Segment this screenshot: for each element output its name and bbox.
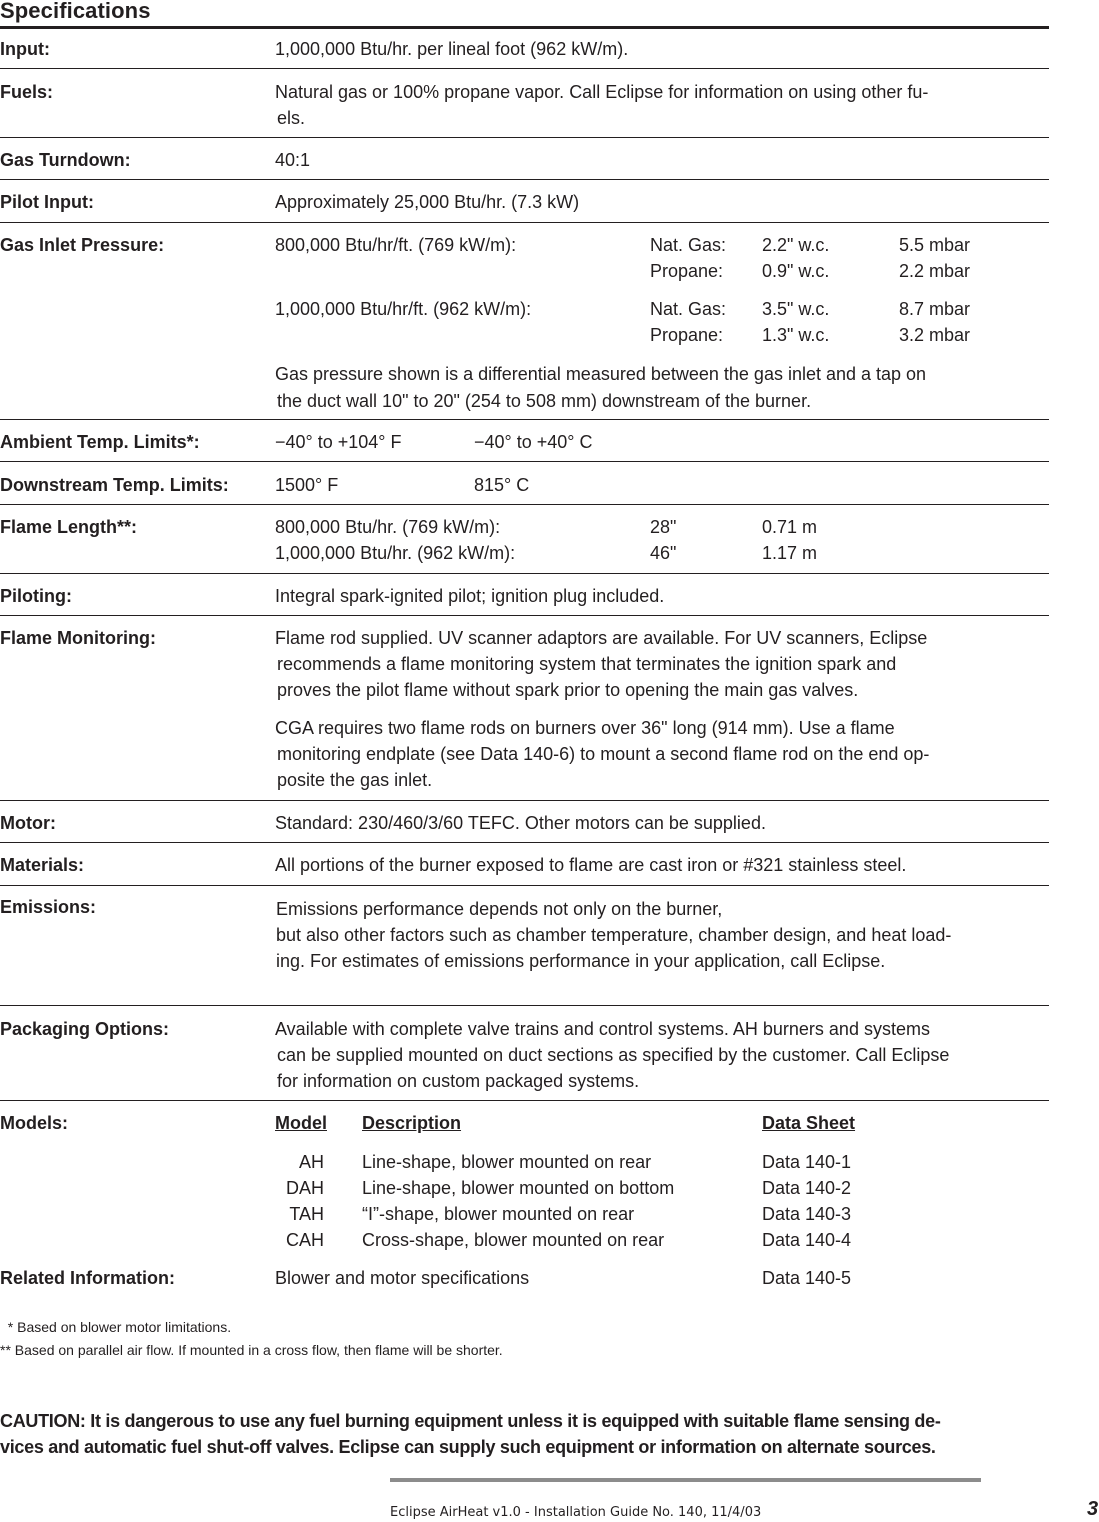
fuels-label: Fuels: [0,82,54,102]
ambient-temp-label: Ambient Temp. Limits*: [0,432,200,452]
row-divider [0,573,1049,574]
model-description: Cross-shape, blower mounted on rear [362,1230,665,1250]
footnote-2: ** Based on parallel air flow. If mounted in a cross flow, then flame will be shorter. [0,1342,503,1358]
emissions-line1: Emissions performance depends not only on the burner, [276,899,723,919]
fuels-value-line2: els. [277,108,306,128]
gas-inlet-pressure-label: Gas Inlet Pressure: [0,235,165,255]
materials-value: All portions of the burner exposed to flame are cast iron or #321 stainless steel. [275,855,907,875]
flame-monitoring-p1-line1: Flame rod supplied. UV scanner adaptors are available. For UV scanners, Eclipse [275,628,928,648]
downstream-temp-c: 815° C [474,475,530,495]
ambient-temp-c: −40° to +40° C [474,432,593,452]
fuels-value-line1: Natural gas or 100% propane vapor. Call Eclipse for information on using other fu- [275,82,929,102]
input-value: 1,000,000 Btu/hr. per lineal foot (962 kW/m). [275,39,629,59]
title-rule [0,26,1049,29]
emissions-line2: but also other factors such as chamber temperature, chamber design, and heat load- [276,925,952,945]
row-divider [0,179,1049,180]
model-code: AH [298,1152,324,1172]
emissions-label: Emissions: [0,897,97,917]
row-divider [0,1100,1049,1101]
flame-length-label: Flame Length**: [0,517,138,537]
flame-monitoring-p2-line1: CGA requires two flame rods on burners over 36" long (914 mm). Use a flame [275,718,895,738]
packaging-label: Packaging Options: [0,1019,170,1039]
caution-line1: CAUTION: It is dangerous to use any fuel burning equipment unless it is equipped with suitable flame sensing de- [0,1411,941,1431]
pressure-fuel: Propane: [650,261,724,281]
pressure-wc: 1.3" w.c. [762,325,830,345]
related-info-data-sheet: Data 140-5 [762,1268,852,1288]
downstream-temp-f: 1500° F [275,475,339,495]
pilot-input-value: Approximately 25,000 Btu/hr. (7.3 kW) [275,192,580,212]
models-label: Models: [0,1113,69,1133]
flame-monitoring-p1-line3: proves the pilot flame without spark prior to opening the main gas valves. [277,680,859,700]
flame-monitoring-p1-line2: recommends a flame monitoring system that terminates the ignition spark and [277,654,897,674]
flame-monitoring-p2-line2: monitoring endplate (see Data 140-6) to mount a second flame rod on the end op- [277,744,930,764]
flame-length-inches: 46" [650,543,677,563]
packaging-line2: can be supplied mounted on duct sections as specified by the customer. Call Eclipse [277,1045,950,1065]
pressure-note-line2: the duct wall 10" to 20" (254 to 508 mm) downstream of the burner. [277,391,812,411]
motor-value: Standard: 230/460/3/60 TEFC. Other motors can be supplied. [275,813,766,833]
row-divider [0,885,1049,886]
pressure-rating: 1,000,000 Btu/hr/ft. (962 kW/m): [275,299,532,319]
flame-length-rating: 1,000,000 Btu/hr. (962 kW/m): [275,543,516,563]
piloting-value: Integral spark-ignited pilot; ignition plug included. [275,586,665,606]
related-info-description: Blower and motor specifications [275,1268,530,1288]
row-divider [0,461,1049,462]
row-divider [0,615,1049,616]
model-data-sheet: Data 140-1 [762,1152,852,1172]
gas-turndown-value: 40:1 [275,150,311,170]
gas-turndown-label: Gas Turndown: [0,150,131,170]
pilot-input-label: Pilot Input: [0,192,94,212]
models-header-model: Model [275,1113,327,1133]
row-divider [0,842,1049,843]
model-code: CAH [285,1230,324,1250]
pressure-fuel: Propane: [650,325,724,345]
packaging-line3: for information on custom packaged systems. [277,1071,640,1091]
row-divider [0,800,1049,801]
pressure-fuel: Nat. Gas: [650,299,727,319]
pressure-rating: 800,000 Btu/hr/ft. (769 kW/m): [275,235,517,255]
model-description: Line-shape, blower mounted on bottom [362,1178,675,1198]
packaging-line1: Available with complete valve trains and control systems. AH burners and systems [275,1019,930,1039]
page-title: Specifications [0,0,151,23]
model-description: “I”-shape, blower mounted on rear [362,1204,635,1224]
row-divider [0,68,1049,69]
emissions-line3: ing. For estimates of emissions performance in your application, call Eclipse. [276,951,886,971]
model-data-sheet: Data 140-2 [762,1178,852,1198]
flame-length-inches: 28" [650,517,677,537]
model-data-sheet: Data 140-4 [762,1230,852,1250]
model-data-sheet: Data 140-3 [762,1204,852,1224]
models-header-description: Description [362,1113,462,1133]
flame-monitoring-p2-line3: posite the gas inlet. [277,770,433,790]
downstream-temp-label: Downstream Temp. Limits: [0,475,229,495]
models-header-data-sheet: Data Sheet [762,1113,856,1133]
row-divider [0,137,1049,138]
pressure-mbar: 5.5 mbar [899,235,971,255]
row-divider [0,504,1049,505]
caution-line2: vices and automatic fuel shut-off valves. Eclipse can supply such equipment or information on alternate sources. [0,1437,936,1457]
flame-length-meters: 1.17 m [762,543,818,563]
model-code: TAH [289,1204,324,1224]
flame-monitoring-label: Flame Monitoring: [0,628,156,648]
input-label: Input: [0,39,50,59]
page-number: 3 [1087,1498,1099,1520]
row-divider [0,1005,1049,1006]
flame-length-rating: 800,000 Btu/hr. (769 kW/m): [275,517,501,537]
pressure-mbar: 3.2 mbar [899,325,971,345]
motor-label: Motor: [0,813,56,833]
model-code: DAH [285,1178,324,1198]
pressure-wc: 0.9" w.c. [762,261,830,281]
pressure-mbar: 8.7 mbar [899,299,971,319]
pressure-wc: 3.5" w.c. [762,299,830,319]
ambient-temp-f: −40° to +104° F [275,432,402,452]
materials-label: Materials: [0,855,85,875]
pressure-mbar: 2.2 mbar [899,261,971,281]
related-info-label: Related Information: [0,1268,176,1288]
row-divider [0,419,1049,420]
row-divider [0,222,1049,223]
pressure-wc: 2.2" w.c. [762,235,830,255]
flame-length-meters: 0.71 m [762,517,818,537]
footer-rule [390,1478,981,1482]
footer-text: Eclipse AirHeat v1.0 - Installation Guide No. 140, 11/4/03 [390,1505,762,1520]
pressure-fuel: Nat. Gas: [650,235,727,255]
model-description: Line-shape, blower mounted on rear [362,1152,652,1172]
footnote-1: * Based on blower motor limitations. [0,1319,232,1335]
pressure-note-line1: Gas pressure shown is a differential measured between the gas inlet and a tap on [275,364,927,384]
piloting-label: Piloting: [0,586,72,606]
